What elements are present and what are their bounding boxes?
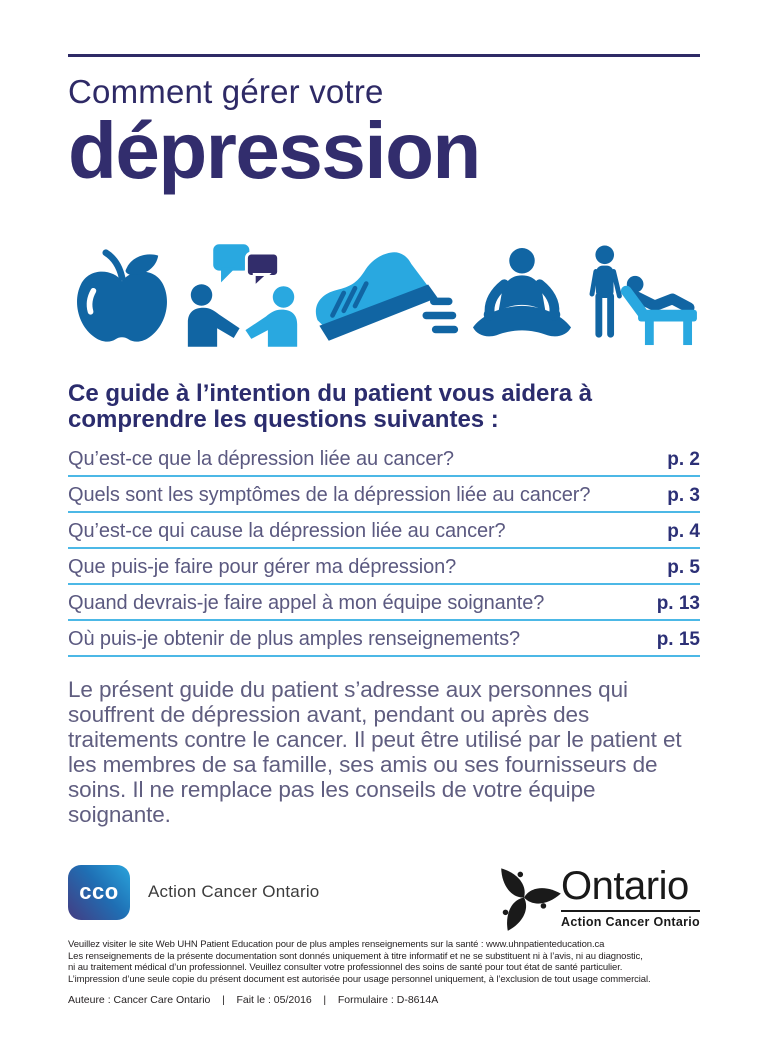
- cco-logo: [68, 865, 130, 920]
- therapy-couch-icon: [584, 245, 700, 347]
- disclaimer-line: L’impression d’une seule copie du présent document est autorisée pour usage personnel uniquement, à l’exclusion de tout usage commercial.: [68, 973, 651, 985]
- meditation-icon: [466, 247, 578, 347]
- toc-item[interactable]: [68, 585, 700, 621]
- branding-row: [68, 855, 700, 929]
- topic-icon-row: [68, 235, 700, 347]
- toc-page-number: p. 4: [667, 521, 700, 542]
- document-page: [0, 54, 768, 1048]
- ontario-sublabel: Action Cancer Ontario: [561, 915, 700, 929]
- toc-item[interactable]: [68, 441, 700, 477]
- toc-page-number: p. 3: [667, 485, 700, 506]
- header-rule: [68, 54, 700, 57]
- trillium-icon: [493, 855, 555, 929]
- toc-question: Qu’est-ce que la dépression liée au cancer?: [68, 448, 454, 470]
- ontario-logo-block: [493, 855, 700, 929]
- toc-page-number: p. 13: [656, 593, 700, 614]
- cco-monogram: cco: [79, 879, 119, 904]
- disclaimer-line: ni au traitement médical d’un professionnel. Veuillez consulter votre professionnel des soins de santé pour tout état de santé particulier.: [68, 962, 623, 973]
- cco-label: Action Cancer Ontario: [148, 882, 320, 901]
- toc-question: Qu’est-ce qui cause la dépression liée au cancer?: [68, 520, 506, 542]
- disclaimer-text: [68, 939, 700, 985]
- toc-question: Quels sont les symptômes de la dépression liée au cancer?: [68, 484, 591, 506]
- author-line: Auteure : Cancer Care Ontario | Fait le : 05/2016 | Formulaire : D-8614A: [68, 994, 439, 1006]
- toc-item[interactable]: [68, 513, 700, 549]
- apple-icon: [68, 247, 176, 347]
- conversation-icon: [182, 244, 304, 347]
- toc-question: Que puis-je faire pour gérer ma dépression?: [68, 556, 457, 578]
- toc-item[interactable]: [68, 549, 700, 585]
- running-shoe-icon: [310, 237, 460, 347]
- toc-heading: Ce guide à l’intention du patient vous aidera à comprendre les questions suivantes :: [68, 380, 593, 433]
- intro-paragraph: Le présent guide du patient s’adresse aux personnes qui souffrent de dépression avant, pendant ou après des traitements contre le cancer. Il peut être utilisé par le patient et les membres de sa famille, ses amis ou ses fournisseurs de soins. Il ne remplace pas les conseils de votre équipe soignante.: [68, 677, 682, 827]
- ontario-wordmark: Ontario: [561, 863, 689, 908]
- toc-page-number: p. 15: [656, 629, 700, 650]
- cco-logo-block: [68, 865, 319, 920]
- toc-item[interactable]: [68, 621, 700, 657]
- disclaimer-line: Veuillez visiter le site Web UHN Patient Education pour de plus amples renseignements sur la santé : www.uhnpatienteducation.ca: [68, 939, 605, 950]
- toc-question: Quand devrais-je faire appel à mon équipe soignante?: [68, 592, 545, 614]
- page-title: dépression: [68, 106, 480, 195]
- disclaimer-line: Les renseignements de la présente documentation sont donnés uniquement à titre informatif et ne se substituent ni à l’avis, ni au diagnostic,: [68, 950, 643, 962]
- toc-page-number: p. 5: [667, 557, 700, 578]
- toc-item[interactable]: [68, 477, 700, 513]
- toc-page-number: p. 2: [667, 449, 700, 470]
- toc-question: Où puis-je obtenir de plus amples renseignements?: [68, 628, 521, 650]
- ontario-rule: [561, 910, 700, 913]
- table-of-contents: [68, 441, 700, 657]
- page-title-prefix: Comment gérer votre: [68, 73, 384, 110]
